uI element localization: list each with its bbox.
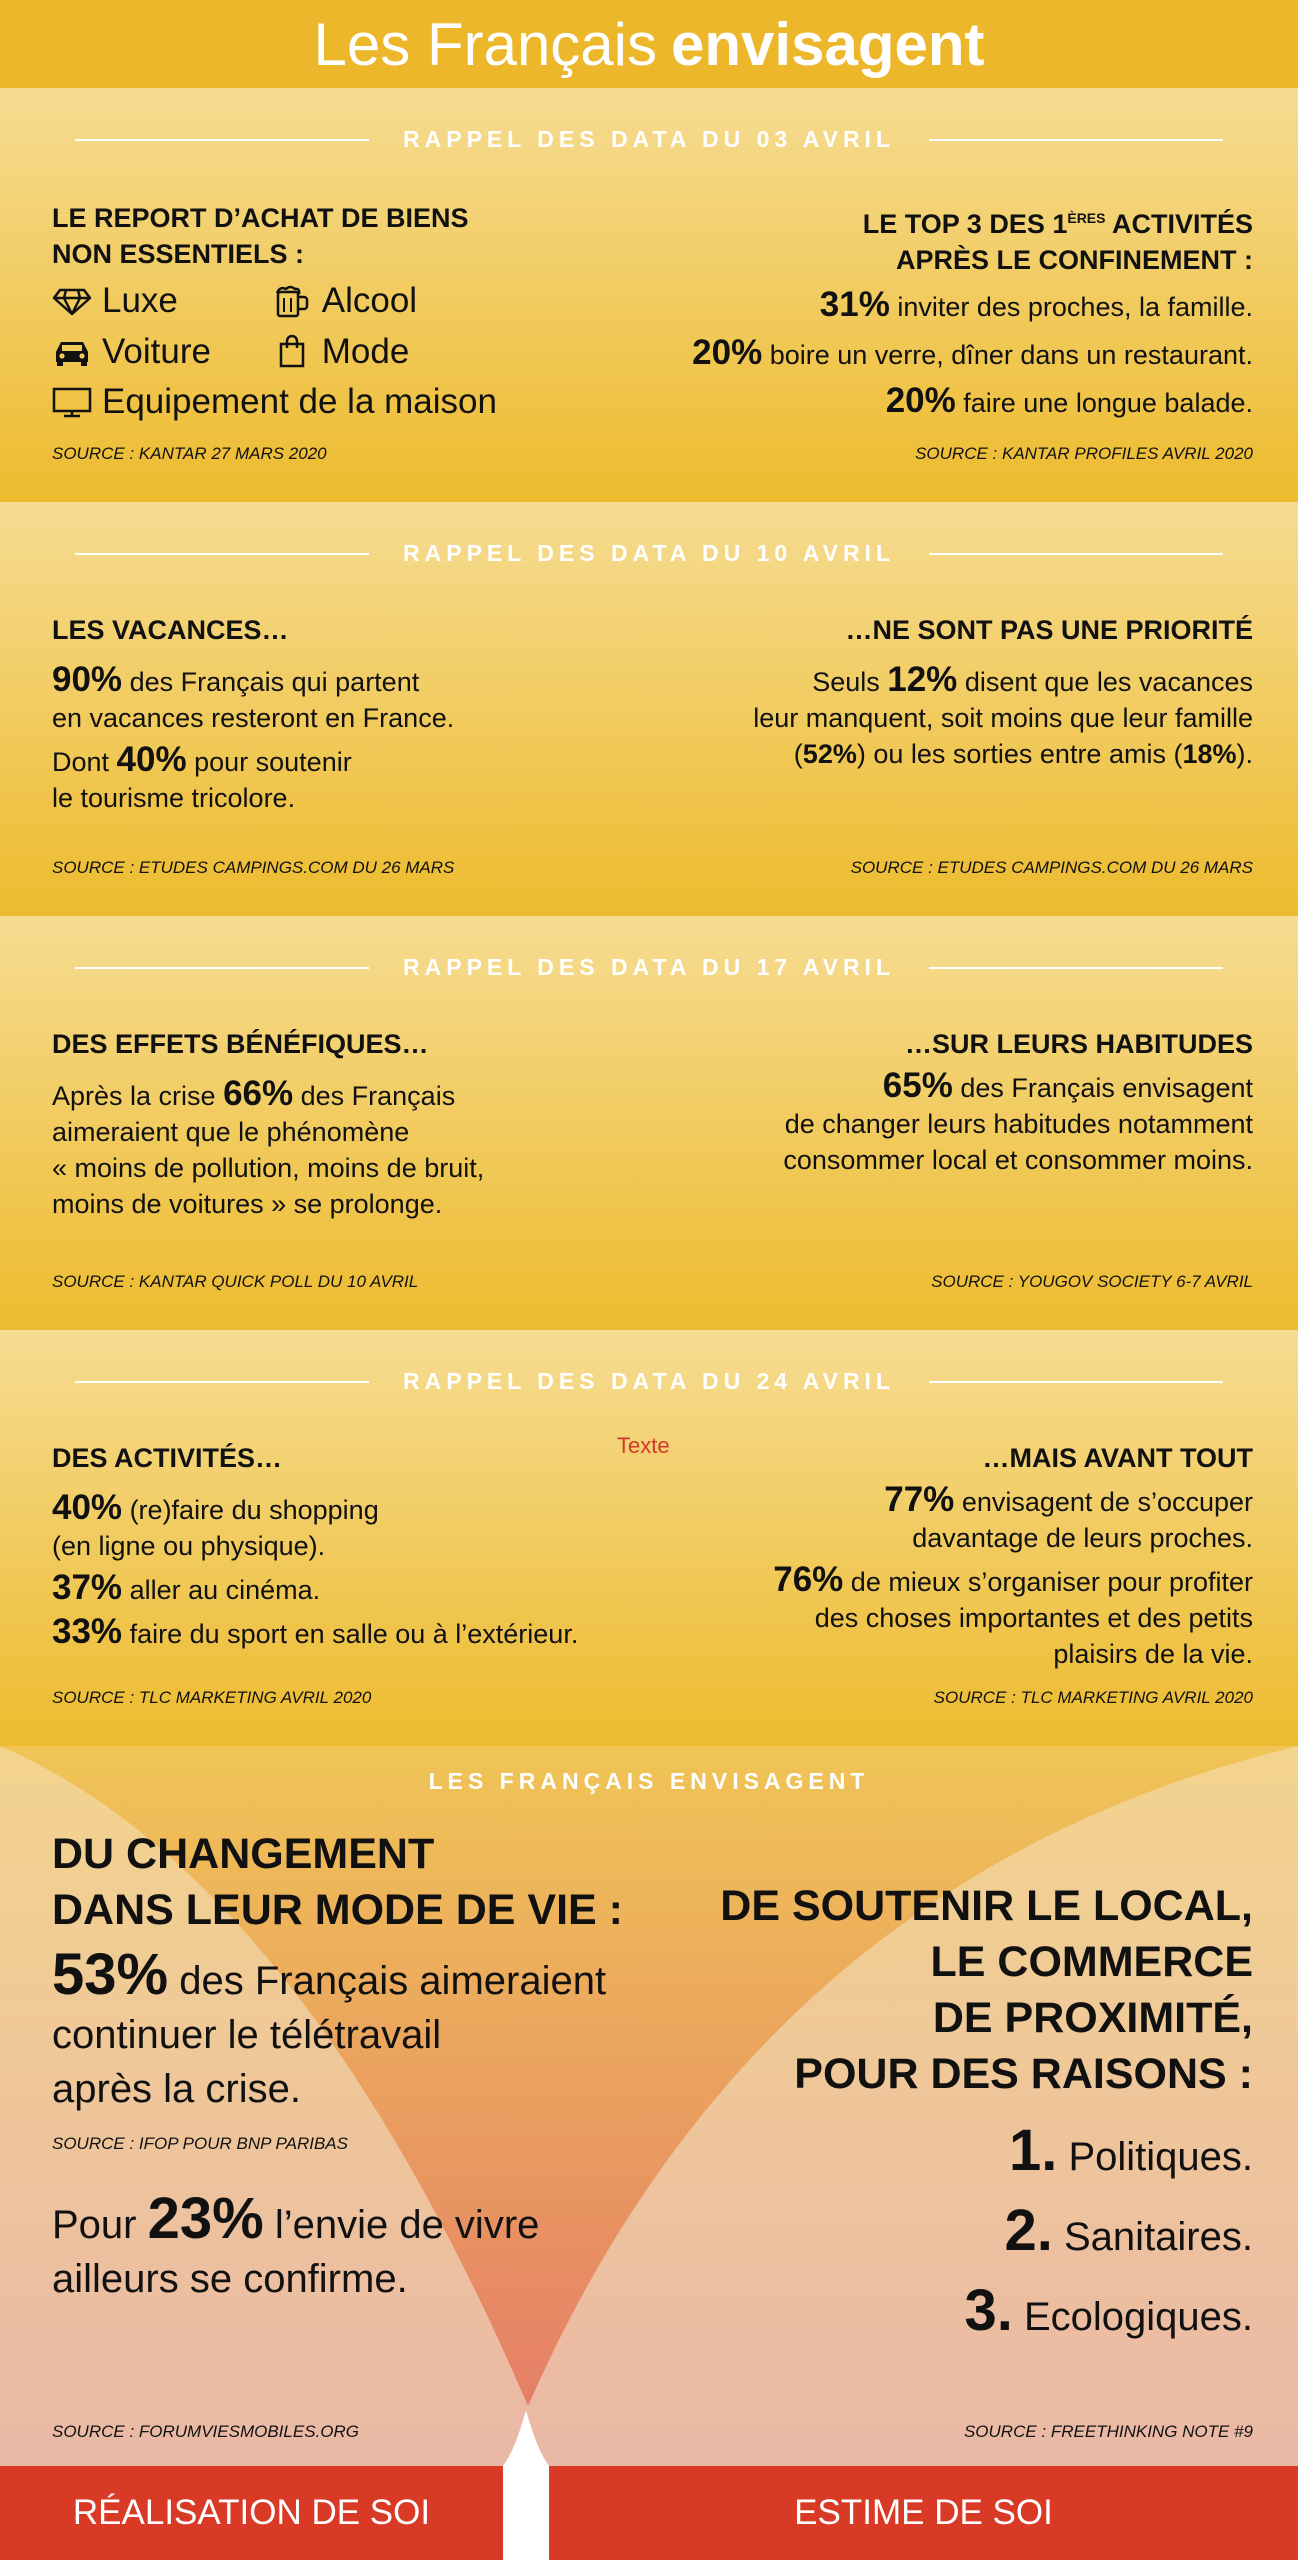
stat-text: Seuls <box>812 667 888 697</box>
left-column <box>52 200 517 430</box>
right-title-sup: ÈRES <box>1067 210 1106 226</box>
section-header <box>75 540 1223 567</box>
divider <box>929 967 1223 969</box>
left-title: DES EFFETS BÉNÉFIQUES… <box>52 1029 429 1059</box>
final-right-title: POUR DES RAISONS : <box>794 2050 1253 2098</box>
category-label: Alcool <box>321 281 418 320</box>
stat-text: (re)faire du shopping <box>122 1495 379 1525</box>
source-right: SOURCE : TLC MARKETING AVRIL 2020 <box>933 1688 1253 1707</box>
category-item <box>272 278 417 323</box>
source-left: SOURCE : ETUDES CAMPINGS.COM DU 26 MARS <box>52 858 455 877</box>
final-stat-line <box>52 2186 623 2252</box>
stat-line <box>783 1068 1253 1106</box>
right-title: …MAIS AVANT TOUT <box>982 1443 1253 1473</box>
divider <box>929 553 1223 555</box>
category-label: Voiture <box>102 331 211 371</box>
final-stat-line: continuer le télétravail <box>52 2013 442 2057</box>
category-label: Equipement de la maison <box>102 382 497 421</box>
stat-line <box>753 736 1253 772</box>
stat-percent: 40% <box>116 740 187 779</box>
final-right-title: LE COMMERCE <box>930 1938 1253 1986</box>
funnel-spike <box>503 2410 549 2560</box>
left-title: NON ESSENTIELS : <box>52 239 305 269</box>
divider <box>929 1381 1223 1383</box>
stat-percent: 20% <box>692 333 763 372</box>
stat-line <box>773 1482 1253 1520</box>
left-column <box>52 1440 578 1652</box>
category-label: Mode <box>321 331 410 371</box>
final-header: LES FRANÇAIS ENVISAGENT <box>428 1768 870 1794</box>
stat-text: de mieux s’organiser pour profiter <box>843 1567 1253 1597</box>
stat-text: faire du sport en salle ou à l’extérieur. <box>122 1619 579 1649</box>
stat-text: boire un verre, dîner dans un restaurant. <box>762 340 1253 370</box>
stat-text: disent que les vacances <box>957 667 1253 697</box>
right-column <box>692 200 1253 426</box>
final-source: SOURCE : IFOP POUR BNP PARIBAS <box>52 2134 348 2153</box>
divider <box>929 139 1223 141</box>
stat-line: davantage de leurs proches. <box>912 1523 1253 1553</box>
stat-line: de changer leurs habitudes notamment <box>784 1109 1253 1139</box>
left-title: DES ACTIVITÉS… <box>52 1443 283 1473</box>
monitor-icon <box>52 385 92 419</box>
stat-line: moins de voitures » se prolonge. <box>52 1189 443 1219</box>
stat-line: (en ligne ou physique). <box>52 1531 326 1561</box>
section-header-label: RAPPEL DES DATA DU 03 AVRIL <box>403 126 895 152</box>
source-left: SOURCE : TLC MARKETING AVRIL 2020 <box>52 1688 372 1707</box>
stat-line <box>52 1614 578 1652</box>
bottom-right-label: ESTIME DE SOI <box>794 2493 1053 2532</box>
stat-percent: 20% <box>885 381 956 420</box>
stat-text: des Français qui partent <box>122 667 420 697</box>
stat-percent: 65% <box>882 1066 953 1105</box>
reason-text: Politiques. <box>1057 2135 1253 2179</box>
stat-line <box>692 282 1253 330</box>
category-label: Luxe <box>102 281 178 320</box>
stat-text: inviter des proches, la famille. <box>889 292 1253 322</box>
source-right: SOURCE : KANTAR PROFILES AVRIL 2020 <box>915 444 1253 463</box>
divider <box>75 553 369 555</box>
title-regular: Les Français <box>313 10 658 78</box>
final-stat-line: ailleurs se confirme. <box>52 2257 408 2301</box>
stat-line <box>692 330 1253 378</box>
right-title: APRÈS LE CONFINEMENT : <box>895 245 1253 275</box>
stat-text: Dont <box>52 747 117 777</box>
stat-text: ( <box>793 739 803 769</box>
left-column <box>52 612 454 816</box>
right-title: …NE SONT PAS UNE PRIORITÉ <box>845 615 1253 645</box>
final-section <box>0 1746 1298 2466</box>
section-header <box>75 1368 1223 1395</box>
divider <box>75 967 369 969</box>
stat-line <box>52 1490 578 1528</box>
stat-line <box>773 1562 1253 1600</box>
right-title: …SUR LEURS HABITUDES <box>904 1029 1253 1059</box>
section-24-avril <box>0 1330 1298 1746</box>
section-header-label: RAPPEL DES DATA DU 24 AVRIL <box>403 1368 895 1394</box>
final-left-title: DANS LEUR MODE DE VIE : <box>52 1886 623 1934</box>
section-header <box>75 126 1223 153</box>
final-source: SOURCE : FREETHINKING NOTE #9 <box>963 2422 1253 2441</box>
right-title <box>692 200 1253 242</box>
source-right: SOURCE : YOUGOV SOCIETY 6-7 AVRIL <box>931 1272 1253 1291</box>
stat-line <box>52 1570 578 1608</box>
reason-text: Sanitaires. <box>1052 2215 1253 2259</box>
reason-item <box>720 2274 1253 2354</box>
stat-text: aller au cinéma. <box>122 1575 321 1605</box>
section-header <box>75 954 1223 981</box>
stat-line: en vacances resteront en France. <box>52 703 455 733</box>
reason-number: 2. <box>1004 2198 1053 2263</box>
stat-percent: 52% <box>802 739 857 769</box>
stat-text: pour soutenir <box>186 747 352 777</box>
car-icon <box>52 334 92 368</box>
section-03-avril <box>0 88 1298 502</box>
stat-line: leur manquent, soit moins que leur famille <box>753 703 1253 733</box>
category-list <box>52 278 517 430</box>
bottom-left-label: RÉALISATION DE SOI <box>72 2493 431 2532</box>
stat-text: des Français envisagent <box>952 1073 1253 1103</box>
final-left-column <box>52 1826 623 2306</box>
stat-text: des Français <box>293 1081 456 1111</box>
diamond-icon <box>52 284 92 318</box>
stat-percent: 53% <box>52 1942 169 2007</box>
left-column <box>52 1026 484 1222</box>
left-title: LE REPORT D’ACHAT DE BIENS <box>52 203 469 233</box>
source-left: SOURCE : KANTAR 27 MARS 2020 <box>52 444 327 463</box>
source-right: SOURCE : ETUDES CAMPINGS.COM DU 26 MARS <box>850 858 1253 877</box>
page-title <box>0 0 1298 88</box>
right-column <box>753 612 1253 772</box>
stat-list <box>692 282 1253 426</box>
category-item <box>52 278 242 323</box>
stat-percent: 18% <box>1182 739 1237 769</box>
stat-line <box>52 742 454 780</box>
stat-percent: 90% <box>52 660 123 699</box>
placeholder-text: Texte <box>617 1433 670 1458</box>
reason-text: Ecologiques. <box>1012 2295 1253 2339</box>
stat-text: ) ou les sorties entre amis ( <box>856 739 1183 769</box>
section-10-avril <box>0 502 1298 916</box>
stat-line: plaisirs de la vie. <box>1053 1639 1253 1669</box>
right-column <box>783 1026 1253 1178</box>
stat-line: aimeraient que le phénomène <box>52 1117 410 1147</box>
final-source: SOURCE : FORUMVIESMOBILES.ORG <box>52 2422 359 2441</box>
section-header-label: RAPPEL DES DATA DU 10 AVRIL <box>403 540 895 566</box>
stat-line <box>753 662 1253 700</box>
final-right-column <box>720 1878 1253 2354</box>
stat-percent: 12% <box>887 660 958 699</box>
stat-text: des Français aimeraient <box>168 1959 607 2003</box>
final-left-title: DU CHANGEMENT <box>52 1830 435 1878</box>
stat-percent: 77% <box>884 1480 955 1519</box>
category-item <box>52 329 242 374</box>
stat-line <box>692 378 1253 426</box>
stat-line: consommer local et consommer moins. <box>783 1145 1253 1175</box>
reason-item <box>720 2194 1253 2274</box>
stat-percent: 76% <box>773 1560 844 1599</box>
beer-mug-icon <box>272 284 312 318</box>
stat-text: faire une longue balade. <box>955 388 1253 418</box>
right-column <box>773 1440 1253 1672</box>
final-right-title: DE SOUTENIR LE LOCAL, <box>720 1882 1253 1930</box>
final-stat-line: après la crise. <box>52 2067 301 2111</box>
section-17-avril <box>0 916 1298 1330</box>
stat-line: des choses importantes et des petits <box>814 1603 1253 1633</box>
right-title-text: LE TOP 3 DES 1 <box>862 209 1068 239</box>
stat-percent: 23% <box>147 2186 264 2251</box>
stat-percent: 31% <box>819 285 890 324</box>
divider <box>75 1381 369 1383</box>
stat-text: Après la crise <box>52 1081 224 1111</box>
divider <box>75 139 369 141</box>
reason-number: 1. <box>1008 2118 1058 2183</box>
stat-percent: 37% <box>52 1568 123 1607</box>
section-header-label: RAPPEL DES DATA DU 17 AVRIL <box>403 954 895 980</box>
stat-percent: 66% <box>223 1074 294 1113</box>
stat-text: Pour <box>52 2203 148 2247</box>
stat-line <box>52 1076 484 1114</box>
stat-text: envisagent de s’occuper <box>954 1487 1253 1517</box>
left-title: LES VACANCES… <box>52 615 289 645</box>
reason-item <box>720 2114 1253 2194</box>
final-stat-line <box>52 1942 623 2008</box>
stat-line: « moins de pollution, moins de bruit, <box>52 1153 485 1183</box>
stat-percent: 40% <box>52 1488 123 1527</box>
stat-line: le tourisme tricolore. <box>52 783 296 813</box>
stat-text: l’envie de vivre <box>263 2203 540 2247</box>
shopping-bag-icon <box>272 334 312 368</box>
source-left: SOURCE : KANTAR QUICK POLL DU 10 AVRIL <box>52 1272 419 1291</box>
category-item <box>52 379 497 424</box>
reason-number: 3. <box>964 2278 1013 2343</box>
title-bold: envisagent <box>671 10 985 78</box>
stat-line <box>52 662 454 700</box>
bottom-bar <box>0 2466 1298 2560</box>
final-right-title: DE PROXIMITÉ, <box>932 1994 1253 2042</box>
stat-text: ). <box>1236 739 1253 769</box>
category-item <box>272 329 410 374</box>
stat-percent: 33% <box>52 1612 123 1651</box>
right-title-text: ACTIVITÉS <box>1105 209 1253 239</box>
